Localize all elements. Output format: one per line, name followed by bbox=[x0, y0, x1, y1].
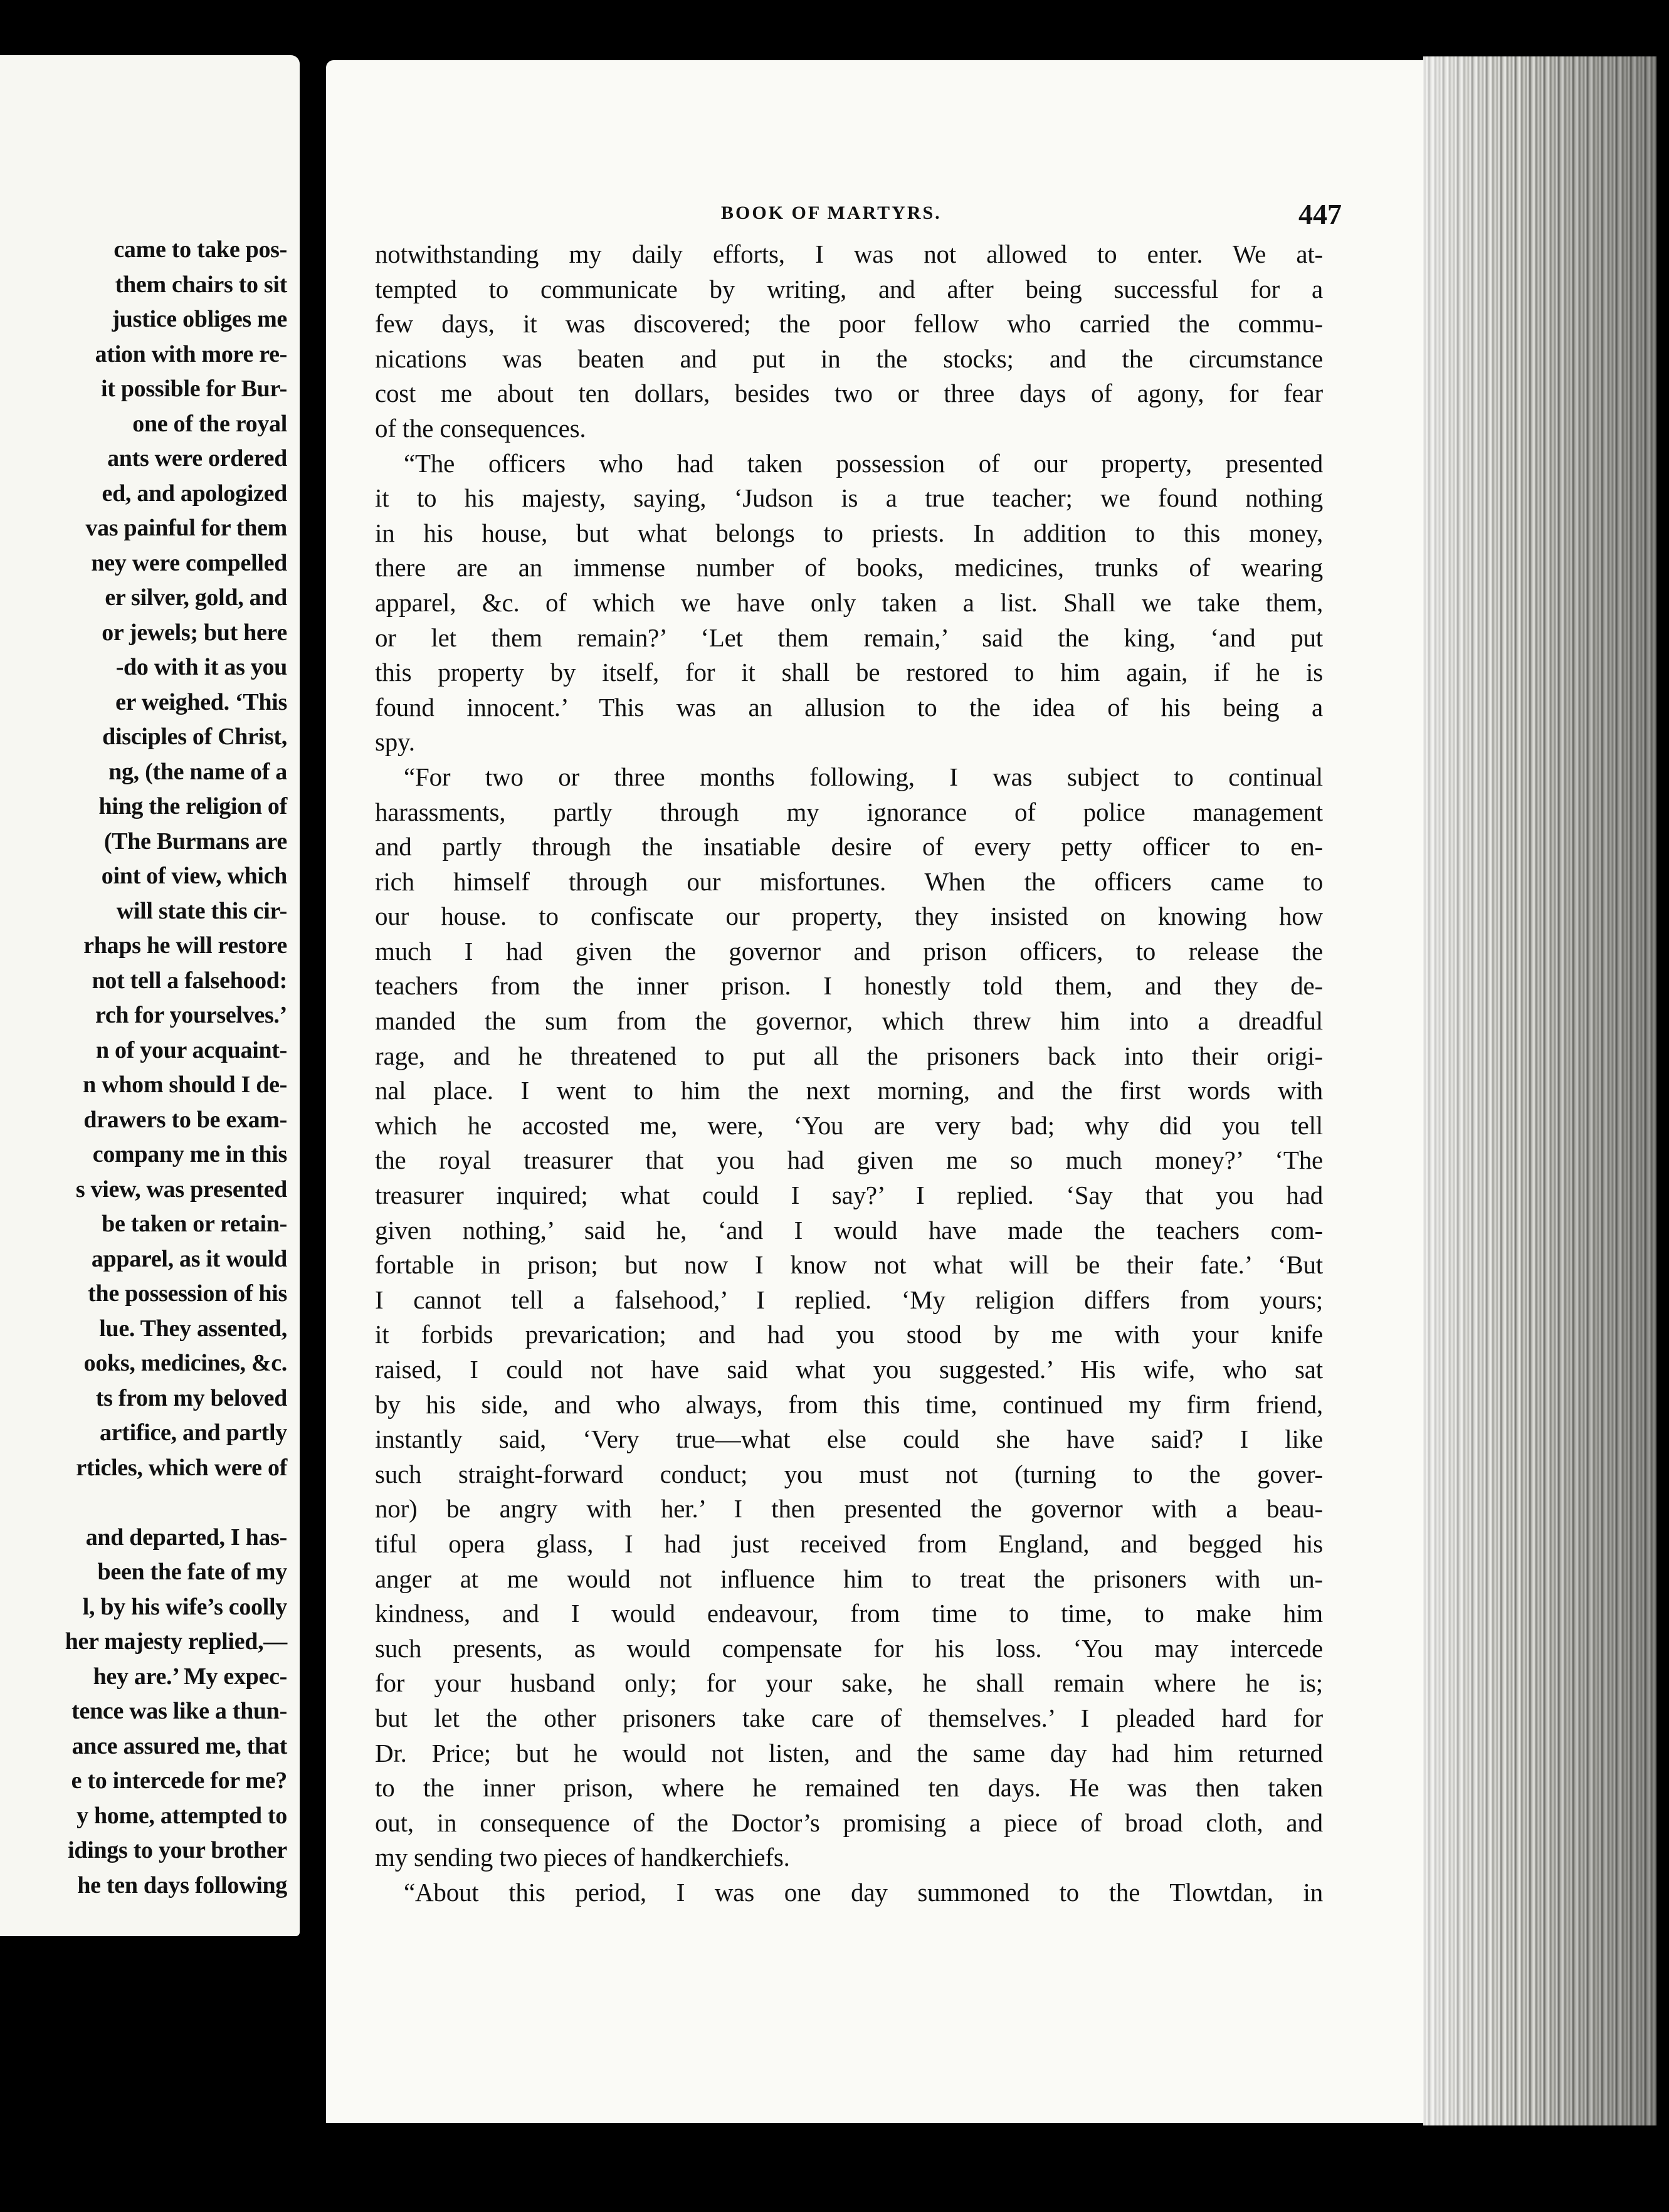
text-line: my sending two pieces of handkerchiefs. bbox=[375, 1843, 790, 1872]
left-text-line: ance assured me, that bbox=[71, 1732, 287, 1759]
text-line: I cannot tell a falsehood,’ I replied. ‘My religion differs from yours; bbox=[375, 1285, 1323, 1314]
left-text-line: y home, attempted to bbox=[76, 1802, 287, 1829]
left-text-line: l, by his wife’s coolly bbox=[82, 1593, 287, 1620]
page-edges-shade bbox=[1423, 56, 1656, 2125]
left-text-line: apparel, as it would bbox=[91, 1245, 287, 1272]
text-line: our house. to confiscate our property, they insisted on knowing how bbox=[375, 902, 1323, 931]
text-line: spy. bbox=[375, 727, 415, 757]
text-line: there are an immense number of books, medicines, trunks of wearing bbox=[375, 553, 1323, 582]
text-line: such presents, as would compensate for his loss. ‘You may intercede bbox=[375, 1633, 1323, 1663]
text-line: this property by itself, for it shall be restored to him again, if he is bbox=[375, 658, 1323, 687]
left-text-line: came to take pos- bbox=[113, 236, 287, 263]
left-text-line: lue. They assented, bbox=[99, 1315, 287, 1342]
text-line: much I had given the governor and prison officers, to release the bbox=[375, 936, 1323, 966]
text-line: “About this period, I was one day summoned to the Tlowtdan, in bbox=[404, 1877, 1323, 1907]
text-line: out, in consequence of the Doctor’s promising a piece of broad cloth, and bbox=[375, 1808, 1323, 1837]
left-text-line: the possession of his bbox=[88, 1280, 287, 1307]
text-line: harassments, partly through my ignorance of police management bbox=[375, 797, 1323, 826]
text-line: the royal treasurer that you had given me so much money?’ ‘The bbox=[375, 1146, 1323, 1175]
left-text-line: ants were ordered bbox=[107, 445, 287, 471]
text-line: such straight-forward conduct; you must not (turning to the gover- bbox=[375, 1459, 1323, 1488]
text-line: or let them remain?’ ‘Let them remain,’ said the king, ‘and put bbox=[375, 623, 1323, 652]
text-line: by his side, and who always, from this time, continued my firm friend, bbox=[375, 1389, 1323, 1419]
text-line: it forbids prevarication; and had you stood by me with your knife bbox=[375, 1320, 1323, 1349]
left-text-line: them chairs to sit bbox=[115, 271, 287, 298]
text-line: Dr. Price; but he would not listen, and the same day had him returned bbox=[375, 1738, 1323, 1767]
left-text-line: hey are.’ My expec- bbox=[93, 1663, 287, 1690]
left-text-line: ts from my beloved bbox=[95, 1384, 287, 1411]
text-line: apparel, &c. of which we have only taken a list. Shall we take them, bbox=[375, 587, 1323, 617]
left-text-line: ney were compelled bbox=[91, 549, 287, 576]
left-text-line: (The Burmans are bbox=[103, 828, 287, 855]
text-line: notwithstanding my daily efforts, I was not allowed to enter. We at- bbox=[375, 240, 1323, 268]
left-text-line: justice obliges me bbox=[112, 306, 287, 332]
text-line: nal place. I went to him the next morning, and the first words with bbox=[375, 1076, 1323, 1105]
text-line: rich himself through our misfortunes. When the officers came to bbox=[375, 866, 1323, 896]
text-line: cost me about ten dollars, besides two or three days of agony, for fear bbox=[375, 379, 1323, 408]
page-number: 447 bbox=[1298, 198, 1342, 230]
left-text-line: drawers to be exam- bbox=[83, 1106, 287, 1133]
text-line: given nothing,’ said he, ‘and I would have made the teachers com- bbox=[375, 1215, 1323, 1245]
left-text-line: artifice, and partly bbox=[99, 1419, 287, 1446]
left-text-line: s view, was presented bbox=[75, 1176, 287, 1203]
text-line: “The officers who had taken possession of our property, presented bbox=[404, 448, 1323, 478]
left-text-line: rch for yourselves.’ bbox=[95, 1002, 287, 1028]
text-line: tempted to communicate by writing, and after being successful for a bbox=[375, 274, 1323, 303]
text-line: and partly through the insatiable desire of every petty officer to en- bbox=[375, 832, 1323, 861]
text-line: of the consequences. bbox=[375, 413, 586, 443]
left-text-line: be taken or retain- bbox=[102, 1211, 287, 1237]
text-line: but let the other prisoners take care of themselves.’ I pleaded hard for bbox=[375, 1703, 1323, 1732]
text-line: for your husband only; for your sake, he shall remain where he is; bbox=[375, 1668, 1323, 1698]
left-text-line: he ten days following bbox=[77, 1872, 287, 1899]
text-line: it to his majesty, saying, ‘Judson is a true teacher; we found nothing bbox=[375, 483, 1323, 513]
left-facing-page bbox=[0, 55, 300, 1936]
left-text-line: one of the royal bbox=[132, 410, 287, 437]
text-line: manded the sum from the governor, which threw him into a dreadful bbox=[375, 1006, 1323, 1036]
text-line: found innocent.’ This was an allusion to the idea of his being a bbox=[375, 692, 1323, 722]
left-text-line: ooks, medicines, &c. bbox=[83, 1350, 287, 1376]
text-line: tiful opera glass, I had just received from England, and begged his bbox=[375, 1529, 1323, 1558]
text-line: to the inner prison, where he remained ten days. He was then taken bbox=[375, 1773, 1323, 1803]
left-text-line: er silver, gold, and bbox=[105, 584, 287, 611]
text-line: nor) be angry with her.’ I then presented the governor with a beau- bbox=[375, 1494, 1323, 1524]
text-line: instantly said, ‘Very true—what else could she have said? I like bbox=[375, 1425, 1323, 1454]
text-line: treasurer inquired; what could I say?’ I replied. ‘Say that you had bbox=[375, 1181, 1323, 1210]
text-line: teachers from the inner prison. I honestly told them, and they de- bbox=[375, 971, 1323, 1001]
left-text-line: and departed, I has- bbox=[85, 1524, 287, 1551]
left-text-line: e to intercede for me? bbox=[71, 1767, 287, 1794]
left-text-line: n of your acquaint- bbox=[95, 1036, 287, 1063]
text-line: which he accosted me, were, ‘You are very bad; why did you tell bbox=[375, 1110, 1323, 1140]
text-line: raised, I could not have said what you suggested.’ His wife, who sat bbox=[375, 1355, 1323, 1384]
left-text-line: idings to your brother bbox=[68, 1837, 287, 1863]
left-text-line: vas painful for them bbox=[85, 515, 287, 541]
text-line: few days, it was discovered; the poor fellow who carried the commu- bbox=[375, 309, 1323, 339]
text-line: in his house, but what belongs to priests. In addition to this money, bbox=[375, 518, 1323, 547]
left-text-line bbox=[0, 1485, 287, 1520]
text-line: nications was beaten and put in the stocks; and the circumstance bbox=[375, 344, 1323, 373]
text-line: anger at me would not influence him to treat the prisoners with un- bbox=[375, 1564, 1323, 1593]
left-text-line: company me in this bbox=[92, 1141, 287, 1167]
left-text-line: her majesty replied,— bbox=[65, 1628, 287, 1655]
text-line: fortable in prison; but now I know not what will be their fate.’ ‘But bbox=[375, 1250, 1323, 1280]
left-text-line: hing the religion of bbox=[98, 793, 287, 819]
text-line: “For two or three months following, I was subject to continual bbox=[404, 762, 1323, 791]
left-text-line: ed, and apologized bbox=[102, 480, 287, 507]
left-text-line: n whom should I de- bbox=[83, 1072, 287, 1098]
left-text-line: ng, (the name of a bbox=[108, 758, 287, 785]
left-text-line: rticles, which were of bbox=[76, 1454, 287, 1481]
running-head: BOOK OF MARTYRS. bbox=[721, 203, 942, 223]
left-text-line: it possible for Bur- bbox=[101, 376, 287, 402]
left-text-line: not tell a falsehood: bbox=[92, 967, 287, 994]
page-header bbox=[370, 198, 1342, 235]
left-text-line: -do with it as you bbox=[115, 654, 287, 680]
text-line: rage, and he threatened to put all the prisoners back into their origi- bbox=[375, 1041, 1323, 1070]
left-text-line: rhaps he will restore bbox=[83, 932, 287, 959]
left-text-line: oint of view, which bbox=[101, 863, 287, 889]
left-text-line: or jewels; but here bbox=[102, 619, 287, 646]
left-text-line: ation with more re- bbox=[95, 340, 287, 367]
left-text-line: will state this cir- bbox=[116, 897, 287, 924]
body-text bbox=[375, 237, 1323, 1910]
text-line: kindness, and I would endeavour, from time to time, to make him bbox=[375, 1599, 1323, 1628]
left-page-text bbox=[0, 233, 287, 1903]
left-text-line: been the fate of my bbox=[97, 1559, 287, 1585]
left-text-line: tence was like a thun- bbox=[71, 1698, 287, 1724]
left-text-line: disciples of Christ, bbox=[102, 724, 287, 750]
left-text-line: er weighed. ‘This bbox=[115, 688, 287, 715]
